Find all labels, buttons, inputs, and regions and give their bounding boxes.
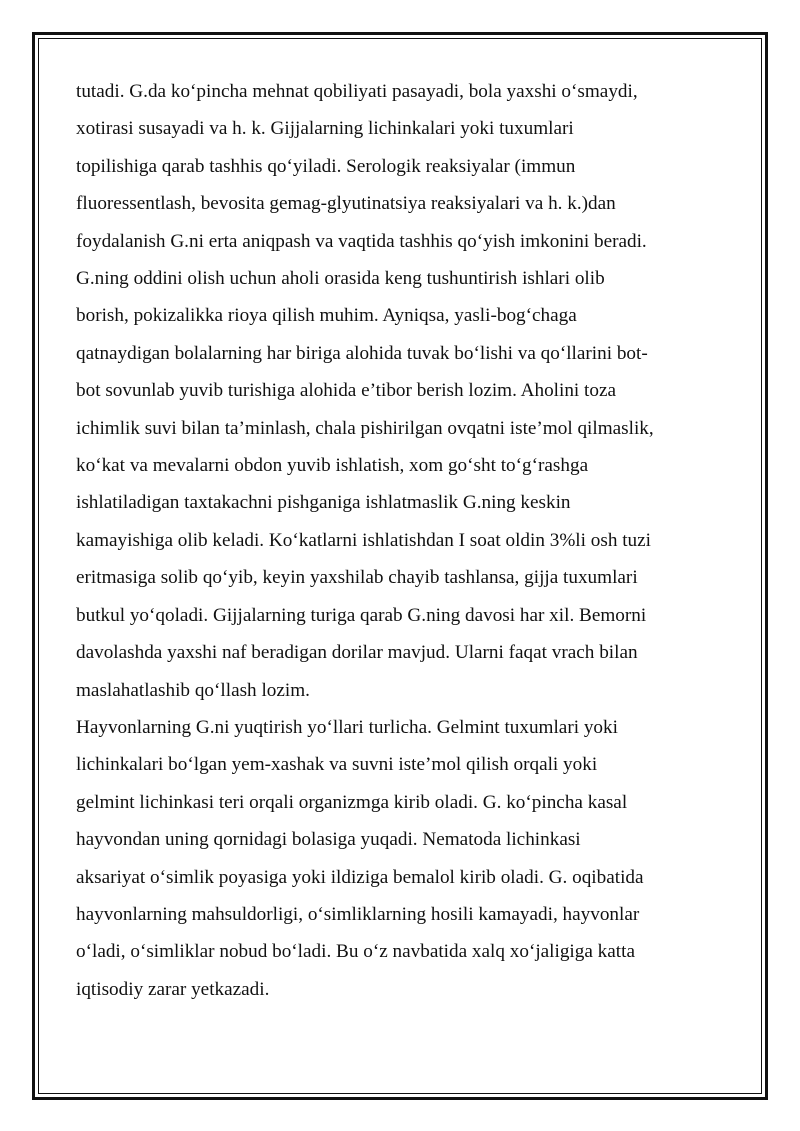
text-line: ichimlik suvi bilan ta’minlash, chala pishirilgan ovqatni iste’mol qilmaslik, bbox=[76, 417, 654, 439]
document-body bbox=[76, 73, 736, 1008]
text-line: aksariyat o‘simlik poyasiga yoki ildiziga bemalol kirib oladi. G. oqibatida bbox=[76, 866, 644, 888]
text-line: bot sovunlab yuvib turishiga alohida e’tibor berish lozim. Aholini toza bbox=[76, 380, 617, 402]
text-line: iqtisodiy zarar yetkazadi. bbox=[76, 978, 270, 1000]
text-line: o‘ladi, o‘simliklar nobud bo‘ladi. Bu o‘z navbatida xalq xo‘jaligiga katta bbox=[76, 941, 635, 963]
text-line: Hayvonlarning G.ni yuqtirish yo‘llari turlicha. Gelmint tuxumlari yoki bbox=[76, 716, 618, 738]
text-line: kamayishiga olib keladi. Ko‘katlarni ishlatishdan I soat oldin 3%li osh tuzi bbox=[76, 529, 651, 551]
text-line: G.ning oddini olish uchun aholi orasida keng tushuntirish ishlari olib bbox=[76, 268, 605, 290]
text-line: maslahatlashib qo‘llash lozim. bbox=[76, 679, 310, 701]
text-line: davolashda yaxshi naf beradigan dorilar mavjud. Ularni faqat vrach bilan bbox=[76, 642, 638, 664]
text-line: hayvonlarning mahsuldorligi, o‘simliklarning hosili kamayadi, hayvonlar bbox=[76, 903, 640, 925]
text-line: fluoressentlash, bevosita gemag-glyutinatsiya reaksiyalari va h. k.)dan bbox=[76, 193, 616, 215]
text-line: ko‘kat va mevalarni obdon yuvib ishlatish, xom go‘sht to‘g‘rashga bbox=[76, 455, 589, 477]
text-line: tutadi. G.da ko‘pincha mehnat qobiliyati pasayadi, bola yaxshi o‘smaydi, bbox=[76, 81, 638, 102]
text-line: eritmasiga solib qo‘yib, keyin yaxshilab chayib tashlansa, gijja tuxumlari bbox=[76, 567, 638, 589]
text-line: topilishiga qarab tashhis qo‘yiladi. Serologik reaksiyalar (immun bbox=[76, 155, 576, 177]
text-line: qatnaydigan bolalarning har biriga alohida tuvak bo‘lishi va qo‘llarini bot- bbox=[76, 342, 648, 364]
text-line: xotirasi susayadi va h. k. Gijjalarning lichinkalari yoki tuxumlari bbox=[76, 118, 574, 140]
text-line: borish, pokizalikka rioya qilish muhim. Ayniqsa, yasli-bog‘chaga bbox=[76, 305, 577, 327]
text-line: gelmint lichinkasi teri orqali organizmga kirib oladi. G. ko‘pincha kasal bbox=[76, 791, 628, 813]
text-line: ishlatiladigan taxtakachni pishganiga ishlatmaslik G.ning keskin bbox=[76, 492, 571, 514]
text-line: lichinkalari bo‘lgan yem-xashak va suvni iste’mol qilish orqali yoki bbox=[76, 754, 598, 776]
text-line: hayvondan uning qornidagi bolasiga yuqadi. Nematoda lichinkasi bbox=[76, 829, 581, 851]
text-line: butkul yo‘qoladi. Gijjalarning turiga qarab G.ning davosi har xil. Bemorni bbox=[76, 604, 647, 626]
text-line: foydalanish G.ni erta aniqpash va vaqtida tashhis qo‘yish imkonini beradi. bbox=[76, 230, 647, 252]
